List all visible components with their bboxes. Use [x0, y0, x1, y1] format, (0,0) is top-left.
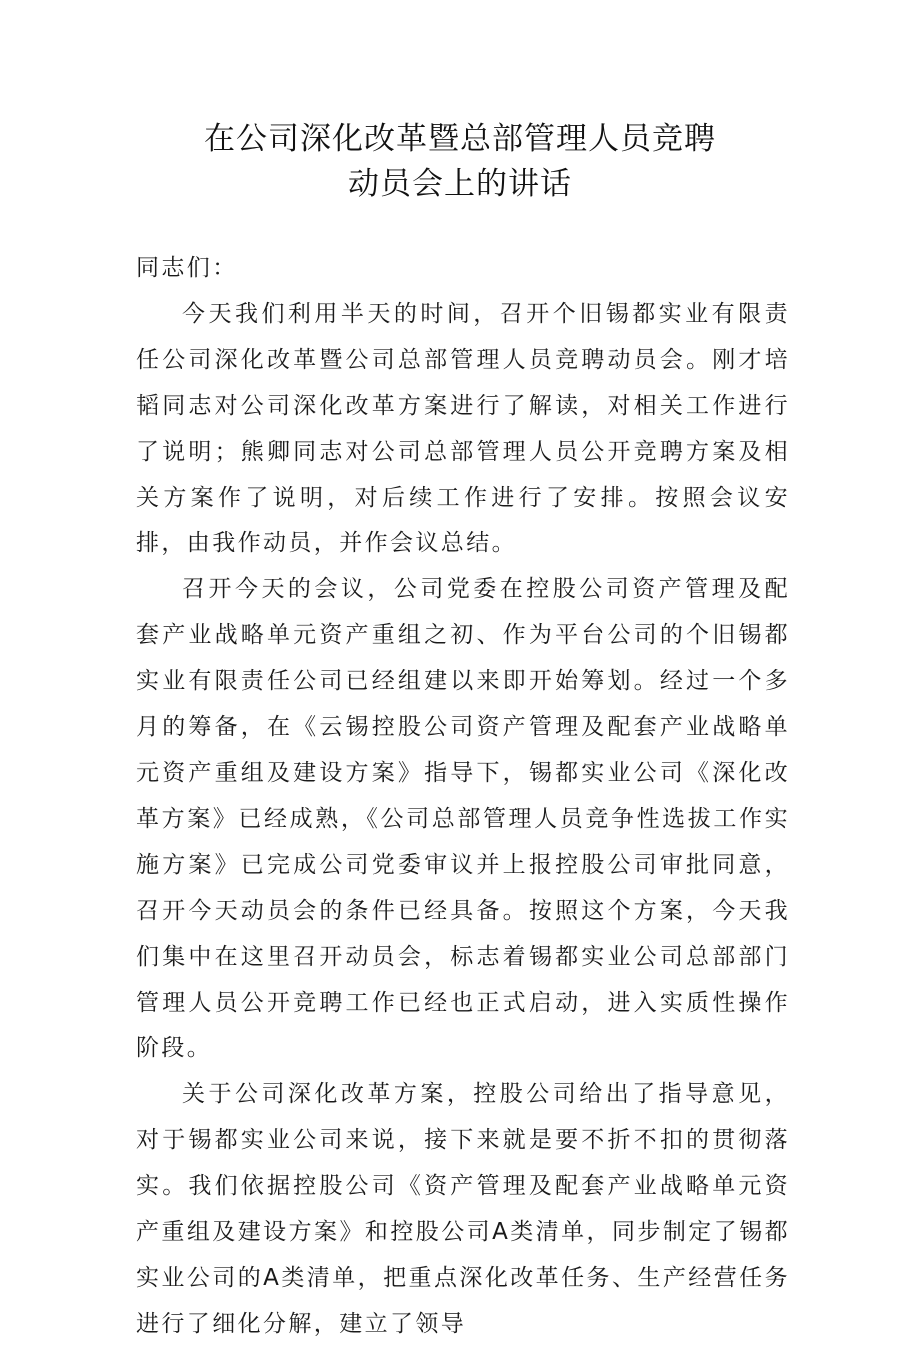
paragraph-2: 召开今天的会议，公司党委在控股公司资产管理及配套产业战略单元资产重组之初、作为平台公司的个旧锡都实业有限责任公司已经组建以来即开始筹划。经过一个多月的筹备，在《云锡控股公司资产管理及配套产业战略单元资产重组及建设方案》指导下，锡都实业公司《深化改革方案》已经成熟，《公司总部管理人员竞争性选拔工作实施方案》已完成公司党委审议并上报控股公司审批同意，召开今天动员会的条件已经具备。按照这个方案，今天我们集中在这里召开动员会，标志着锡都实业公司总部部门管理人员公开竞聘工作已经也正式启动，进入实质性操作阶段。 — [136, 576, 790, 1062]
document-title-line-2: 动员会上的讲话 — [348, 166, 572, 202]
paragraph-1: 今天我们利用半天的时间，召开个旧锡都实业有限责任公司深化改革暨公司总部管理人员竞聘动员会。刚才培韬同志对公司深化改革方案进行了解读，对相关工作进行了说明；熊卿同志对公司总部管理人员公开竞聘方案及相关方案作了说明，对后续工作进行了安排。按照会议安排，由我作动员，并作会议总结。 — [136, 300, 790, 557]
salutation: 同志们： — [136, 255, 238, 281]
document-title-line-1: 在公司深化改革暨总部管理人员竞聘 — [204, 121, 716, 157]
document-body — [136, 246, 790, 1348]
paragraph-3: 关于公司深化改革方案，控股公司给出了指导意见，对于锡都实业公司来说，接下来就是要不折不扣的贯彻落实。我们依据控股公司《资产管理及配套产业战略单元资产重组及建设方案》和控股公司A类清单，同步制定了锡都实业公司的A类清单，把重点深化改革任务、生产经营任务进行了细化分解，建立了领导 — [136, 1081, 790, 1337]
